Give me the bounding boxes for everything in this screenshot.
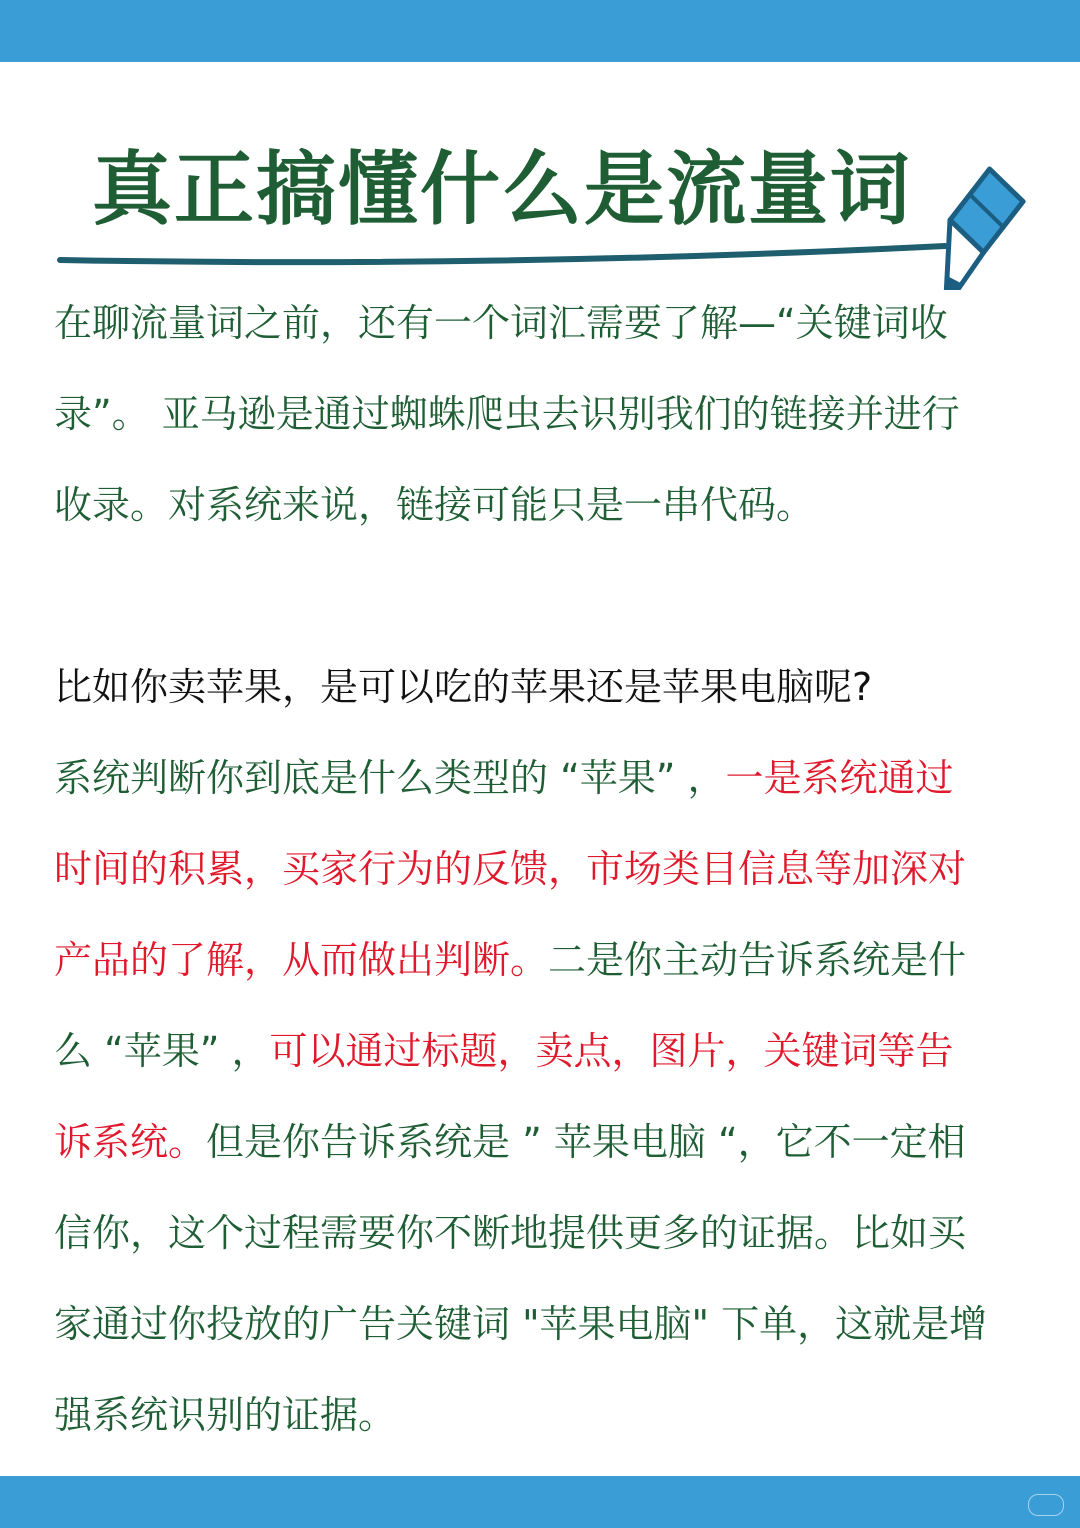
text-green: 系统判断你到底是什么类型的 “苹果” ， xyxy=(54,756,726,800)
text-red-highlight: 诉系统。 xyxy=(54,1120,207,1164)
underline-stroke xyxy=(60,246,945,262)
paragraph-line: 强系统识别的证据。 xyxy=(54,1393,397,1437)
paragraph-line xyxy=(54,1097,1034,1188)
article-body xyxy=(54,278,1034,1461)
text-red-highlight: 时间的积累，买家行为的反馈，市场类目信息等加深对 xyxy=(54,847,967,891)
text-red-highlight: 一是系统通过 xyxy=(725,756,954,800)
paragraph-line: 家通过你投放的广告关键词 "苹果电脑" 下单，这就是增 xyxy=(54,1302,988,1346)
paragraph-line xyxy=(54,733,1034,824)
watermark-badge xyxy=(1028,1494,1064,1516)
text-red-highlight: 可以通过标题，卖点，图片，关键词等告 xyxy=(269,1029,954,1073)
page-title: 真正搞懂什么是流量词 xyxy=(92,143,912,236)
paragraph-line xyxy=(54,915,1034,1006)
paragraph-line xyxy=(54,824,1034,915)
paragraph-line: 录”。 亚马逊是通过蜘蛛爬虫去识别我们的链接并进行 xyxy=(54,392,960,436)
paragraph-line: 信你，这个过程需要你不断地提供更多的证据。比如买 xyxy=(54,1211,967,1255)
top-banner xyxy=(0,0,1080,62)
paragraph-gap xyxy=(54,551,1034,642)
pencil-icon xyxy=(895,164,1047,290)
paragraph-line xyxy=(54,1006,1034,1097)
bottom-banner xyxy=(0,1476,1080,1528)
text-green: 但是你告诉系统是 ” 苹果电脑 “，它不一定相 xyxy=(206,1120,966,1164)
question-line: 比如你卖苹果，是可以吃的苹果还是苹果电脑呢? xyxy=(54,665,873,709)
text-green: 二是你主动告诉系统是什 xyxy=(548,938,967,982)
text-green: 么 “苹果” ， xyxy=(54,1029,270,1073)
paragraph-line: 收录。对系统来说，链接可能只是一串代码。 xyxy=(54,483,815,527)
paragraph-line: 在聊流量词之前，还有一个词汇需要了解—“关键词收 xyxy=(54,301,948,345)
text-red-highlight: 产品的了解，从而做出判断。 xyxy=(54,938,549,982)
